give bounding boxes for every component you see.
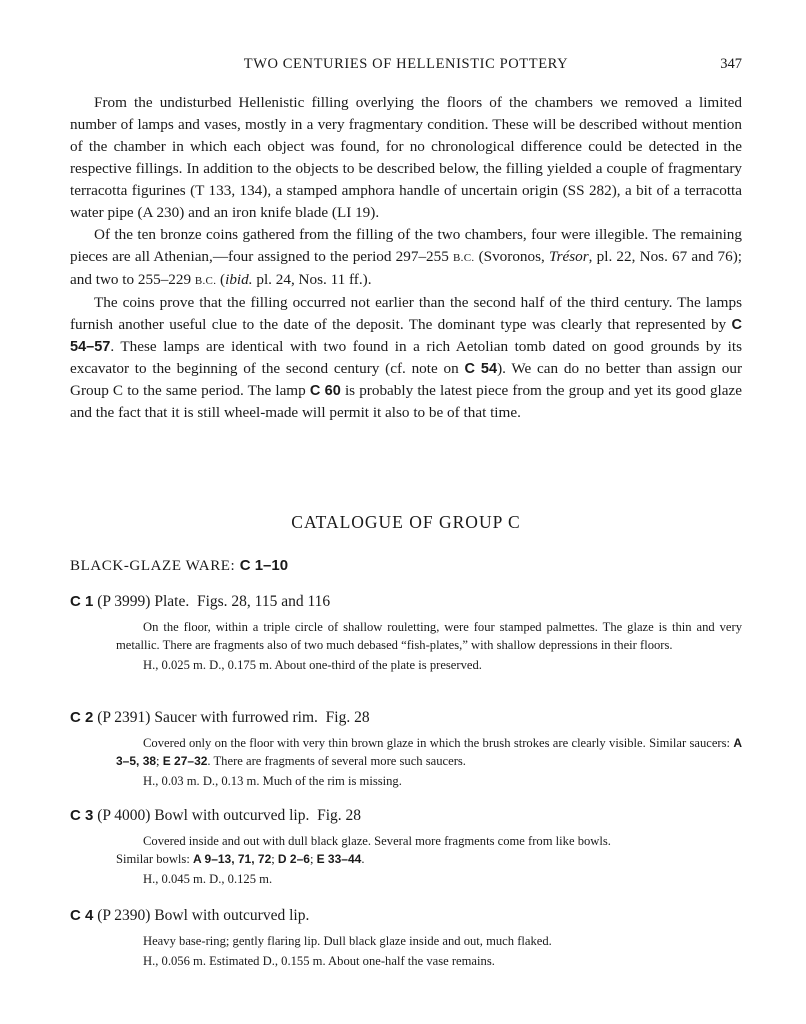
- section-label: BLACK-GLAZE WARE:: [70, 558, 240, 574]
- entry-dimensions: H., 0.025 m. D., 0.175 m. About one-third of the plate is preserved.: [143, 658, 482, 672]
- running-head-title: TWO CENTURIES OF HELLENISTIC POTTERY: [243, 56, 569, 72]
- paragraph-3: [70, 292, 742, 424]
- p2-text-c: , pl. 22, Nos. 67 and 76); and two to 255–229: [70, 248, 742, 288]
- desc-ref-d: D 2–6: [277, 852, 310, 866]
- entry-figures: Fig. 28: [317, 807, 362, 824]
- p2-text-d: (: [216, 271, 226, 288]
- paragraph-1: From the undisturbed Hellenistic filling overlying the floors of the chambers we removed a limited number of lamps and vases, mostly in a very fragmentary condition. These will be described without mention of the chamber in which each object was found, for no chronological difference could be detected in the respective fillings. In addition to the objects to be described below, the filling yielded a couple of fragmentary terracotta figurines (T 133, 134), a stamped amphora handle of uncertain origin (SS 282), a bit of a terracotta water pipe (A 230) and an iron knife blade (LI 19).: [70, 94, 742, 221]
- entry-heading: [70, 905, 742, 927]
- entry-heading: [70, 591, 742, 613]
- desc-sep: ;: [156, 754, 163, 768]
- p2-text-e: pl. 24, Nos. 11 ff.).: [252, 271, 372, 288]
- entry-figures: Fig. 28: [325, 709, 370, 726]
- entry-title: Plate.: [154, 593, 190, 610]
- p3-text-d: is probably the latest piece from the group and yet its good glaze and the fact that it is still wheel-made will permit it also to be of that time.: [70, 382, 742, 421]
- p2-ibid: ibid.: [225, 271, 253, 288]
- entry-title: Bowl with outcurved lip.: [154, 907, 310, 924]
- p2-bc-2: B.C.: [194, 275, 217, 287]
- p3-ref-c60: C 60: [309, 383, 341, 399]
- entry-title: Saucer with furrowed rim.: [154, 709, 318, 726]
- p3-text-c: ). We can do no better than assign our Group C to the same period. The lamp: [70, 360, 742, 399]
- entry-inventory: (P 2391): [97, 709, 151, 726]
- entry-id: C 4: [70, 907, 94, 924]
- catalogue-entry-c2: [70, 707, 742, 790]
- paragraph-2: [70, 224, 742, 292]
- entry-description-line-2: [116, 850, 742, 868]
- entry-inventory: (P 4000): [97, 807, 151, 824]
- p2-text-b: (Svoronos,: [474, 248, 549, 265]
- body-text: [70, 92, 742, 424]
- entry-description: [116, 734, 742, 770]
- entry-description-line-1: Covered inside and out with dull black glaze. Several more fragments come from like bowls.: [143, 834, 611, 848]
- desc-text-a: Covered only on the floor with very thin brown glaze in which the brush strokes are clearly visible. Similar saucers:: [143, 736, 734, 750]
- catalogue-entry-c3: [70, 805, 742, 888]
- entry-description: On the floor, within a triple circle of shallow rouletting, were four stamped palmettes. The glaze is thin and very metallic. There are fragments also of two much debased “fish-plates,” with shallow depressions in their floors.: [116, 620, 742, 652]
- entry-title: Bowl with outcurved lip.: [154, 807, 310, 824]
- p3-text-b: . These lamps are identical with two found in a rich Aetolian tomb dated on good grounds by its excavator to the beginning of the second century (cf. note on: [70, 338, 742, 377]
- desc-ref-a3-5-38: A 3–5, 38: [116, 736, 742, 768]
- desc-sep-2: ;: [309, 852, 317, 866]
- p3-ref-c54-57: C 54–57: [70, 317, 742, 355]
- p3-ref-c54: C 54: [464, 361, 498, 377]
- catalogue-entry-c1: [70, 591, 742, 674]
- p3-text-a: The coins prove that the filling occurred not earlier than the second half of the third century. The lamps furnish another useful clue to the date of the deposit. The dominant type was clearly that represented by: [70, 294, 742, 333]
- catalogue-entry-c4: [70, 905, 742, 970]
- section-range: C 1–10: [239, 557, 289, 574]
- desc-text-b: . There are fragments of several more such saucers.: [207, 754, 466, 768]
- p2-bc-1: B.C.: [453, 252, 475, 264]
- page-number: 347: [720, 56, 742, 72]
- desc-ref-e: E 33–44: [316, 852, 362, 866]
- desc-ref-e27-32: E 27–32: [162, 754, 208, 768]
- entry-id: C 1: [70, 593, 94, 610]
- desc-text-b: Similar bowls:: [116, 852, 193, 866]
- entry-dimensions: H., 0.045 m. D., 0.125 m.: [143, 872, 273, 886]
- entry-heading: [70, 707, 742, 729]
- entry-figures: Figs. 28, 115 and 116: [196, 593, 331, 610]
- entry-dimensions: H., 0.056 m. Estimated D., 0.155 m. About one-half the vase remains.: [143, 954, 495, 968]
- entry-inventory: (P 2390): [97, 907, 151, 924]
- running-head: [70, 56, 742, 76]
- entry-inventory: (P 3999): [97, 593, 151, 610]
- desc-sep-1: ;: [271, 852, 278, 866]
- p2-text-a: Of the ten bronze coins gathered from the filling of the two chambers, four were illegible. The remaining pieces are all Athenian,—four assigned to the period 297–255: [70, 226, 742, 265]
- entry-id: C 2: [70, 709, 94, 726]
- entry-heading: [70, 805, 742, 827]
- section-heading: [70, 557, 288, 575]
- entry-description: Heavy base-ring; gently flaring lip. Dull black glaze inside and out, much flaked.: [143, 934, 552, 948]
- desc-ref-a: A 9–13, 71, 72: [192, 852, 272, 866]
- catalogue-title: CATALOGUE OF GROUP C: [291, 512, 521, 532]
- entry-dimensions: H., 0.03 m. D., 0.13 m. Much of the rim is missing.: [143, 774, 402, 788]
- entry-id: C 3: [70, 807, 94, 824]
- desc-end: .: [361, 852, 365, 866]
- p2-tresor: Trésor: [548, 248, 589, 265]
